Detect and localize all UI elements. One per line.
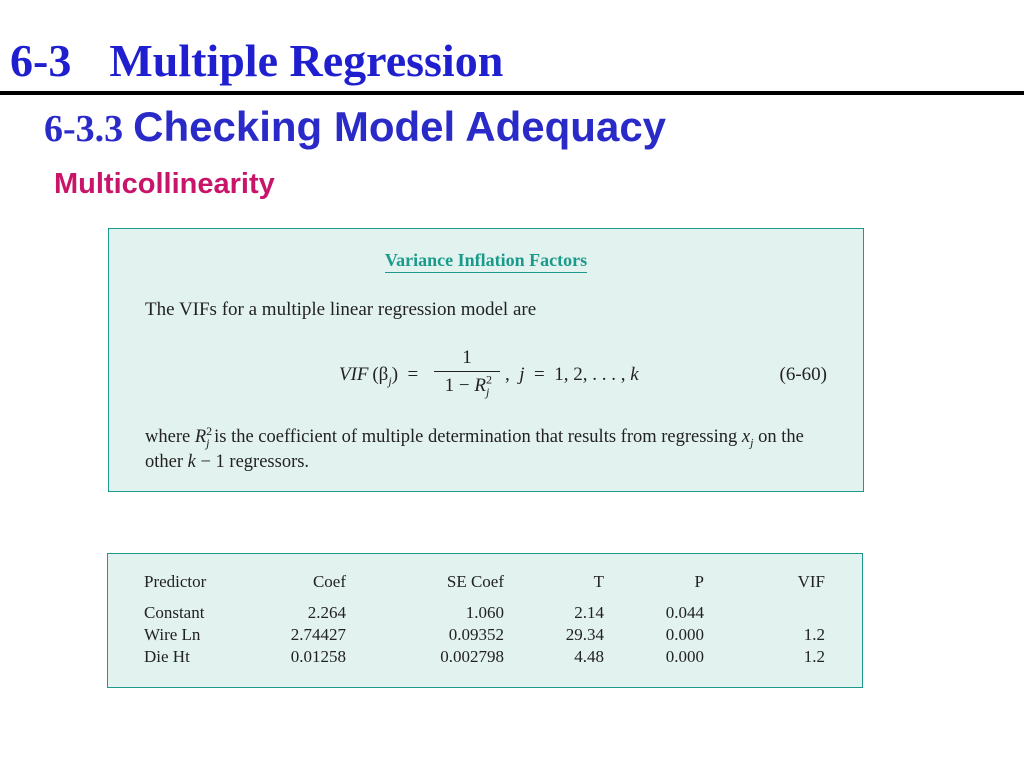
column-header-predictor: Predictor	[144, 572, 207, 591]
formula-fraction: 1 $1 - R^2_j$	[434, 347, 500, 397]
regression-output-box	[107, 553, 863, 688]
column-header-se-coef: SE Coef	[446, 572, 504, 591]
table-header-row	[144, 572, 825, 602]
cell-p: 0.000	[665, 647, 704, 666]
column-header-p: P	[694, 572, 704, 591]
topic-heading: Multicollinearity	[54, 168, 275, 200]
cell-p: 0.044	[665, 603, 704, 622]
cell-t: 29.34	[565, 625, 604, 644]
title-divider	[0, 91, 1024, 95]
vif-intro-text: The VIFs for a multiple linear regression model are	[145, 299, 537, 320]
section-title: Multiple Regression	[109, 35, 504, 86]
equation-number: (6-60)	[779, 364, 827, 385]
cell-predictor: Wire Ln	[144, 625, 201, 644]
cell-predictor: Die Ht	[144, 647, 190, 666]
cell-vif	[704, 602, 825, 624]
vif-definition-box	[108, 228, 864, 492]
cell-se-coef: 1.060	[465, 603, 504, 622]
cell-se-coef: 0.09352	[448, 625, 504, 644]
cell-coef: 0.01258	[290, 647, 346, 666]
subsection-title-text: Checking Model Adequacy	[133, 103, 667, 150]
section-number: 6-3	[10, 35, 72, 86]
regression-table	[144, 572, 825, 668]
column-header-coef: Coef	[312, 572, 346, 591]
table-row	[144, 646, 825, 668]
vif-formula	[339, 347, 839, 407]
cell-vif: 1.2	[803, 625, 825, 644]
cell-vif: 1.2	[803, 647, 825, 666]
subsection-title	[44, 103, 667, 150]
cell-t: 4.48	[574, 647, 604, 666]
column-header-t: T	[593, 572, 604, 591]
vif-explanation: where $R^2_j$ is the coefficient of multiple determination that results from regressing $x_j$ on the other k − 1 regressors.	[145, 423, 804, 472]
cell-coef: 2.74427	[290, 625, 346, 644]
table-row	[144, 602, 825, 624]
formula-index-range: , j = 1, 2, . . . , k	[505, 364, 639, 385]
column-header-vif: VIF	[797, 572, 825, 591]
subsection-number: 6-3.3	[44, 108, 124, 150]
cell-p: 0.000	[665, 625, 704, 644]
table-row	[144, 624, 825, 646]
cell-predictor: Constant	[144, 603, 205, 622]
cell-se-coef: 0.002798	[440, 647, 504, 666]
page-title	[10, 35, 504, 86]
formula-lhs: VIF $(\beta_j)$ =	[339, 364, 419, 388]
vif-box-title: Variance Inflation Factors	[109, 250, 863, 271]
cell-coef: 2.264	[307, 603, 346, 622]
cell-t: 2.14	[574, 603, 604, 622]
